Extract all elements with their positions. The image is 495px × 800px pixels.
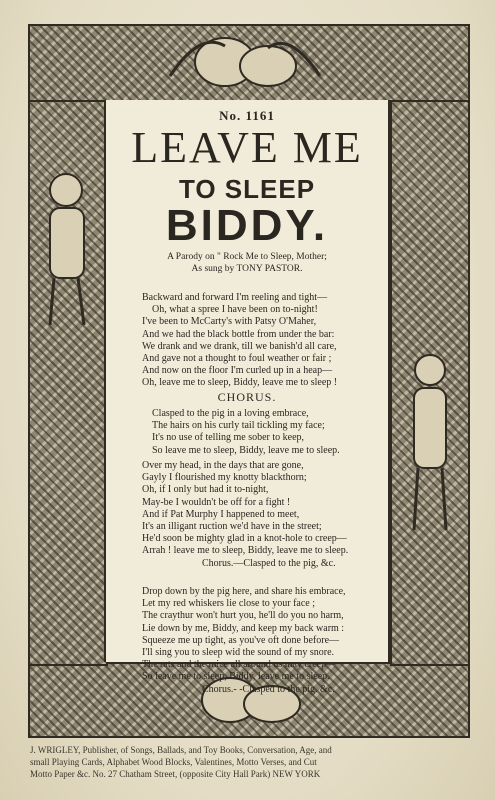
chorus-line: Clasped to the pig in a loving embrace,	[152, 408, 309, 419]
verse-line: Drop down by the pig here, and share his embrace,	[142, 586, 346, 597]
chorus-line: So leave me to sleep, Biddy, leave me to sleep.	[152, 444, 340, 456]
verse-line: Over my head, in the days that are gone,	[142, 460, 304, 471]
chorus-line: The hairs on his curly tail tickling my face;	[152, 420, 325, 432]
imprint-line: J. WRIGLEY, Publisher, of Songs, Ballads, and Toy Books, Conversation, Age, and	[30, 745, 332, 755]
figure-right-illustration	[394, 340, 464, 540]
verse-line: And gave not a thought to foul weather or fair ;	[142, 353, 332, 365]
verse-line: I've been to McCarty's with Patsy O'Maher,	[142, 316, 317, 328]
imprint-line: small Playing Cards, Alphabet Wood Blocks, Valentines, Motto Verses, and Cut	[30, 757, 317, 767]
verse-2	[142, 460, 392, 570]
chorus-heading: CHORUS.	[217, 390, 277, 404]
verse-line: Let my red whiskers lie close to your face ;	[142, 598, 315, 610]
verse-line: Lie down by me, Biddy, and keep my back warm :	[142, 622, 345, 634]
imprint-line: Motto Paper &c. No. 27 Chatham Street, (opposite City Hall Park) NEW YORK	[30, 769, 321, 779]
verse-line: May-be I wouldn't be off for a fight !	[142, 496, 291, 508]
title-line-3: BIDDY.	[165, 201, 329, 250]
title-line-2: TO SLEEP	[178, 174, 316, 204]
chorus-reference: Chorus.- -Clasped to the pig. &c.	[202, 683, 335, 695]
verse-line: The craythur won't hurt you, he'll do you no harm,	[142, 610, 344, 622]
verse-line: And now on the floor I'm curled up in a heap—	[142, 365, 333, 377]
subtitle-line-2: As sung by TONY PASTOR.	[191, 264, 303, 274]
verse-line: And we had the black bottle from under the bar:	[142, 328, 335, 340]
verse-line: Squeeze me up tight, as you've oft done before—	[142, 634, 340, 646]
song-number: No. 1161	[219, 108, 275, 123]
verse-line: Arrah ! leave me to sleep, Biddy, leave me to sleep.	[142, 545, 349, 557]
verse-line: The rats and the mice all around us may creep—	[142, 659, 337, 671]
chorus	[142, 408, 392, 457]
publisher-imprint	[30, 744, 470, 780]
verse-line: Oh, leave me to sleep, Biddy, leave me to sleep !	[142, 377, 338, 389]
verse-line: Gayly I flourished my knotty blackthorn;	[142, 472, 307, 484]
verse-line: I'll sing you to sleep wid the sound of my snore.	[142, 647, 335, 659]
verse-line: He'd soon be mighty glad in a knot-hole to creep—	[142, 533, 347, 545]
cherub-figures-top-illustration	[150, 26, 340, 98]
title-line-1: LEAVE ME	[131, 123, 363, 172]
verse-line: Backward and forward I'm reeling and tight—	[142, 292, 328, 303]
chorus-reference: Chorus.—Clasped to the pig, &c.	[202, 557, 336, 569]
subtitle	[106, 251, 388, 275]
chorus-line: It's no use of telling me sober to keep,	[152, 432, 305, 444]
verse-line: We drank and we drank, till we banish'd all care,	[142, 340, 337, 352]
subtitle-line-1: A Parody on " Rock Me to Sleep, Mother;	[167, 252, 327, 262]
figure-left-illustration	[32, 160, 102, 330]
verse-line: It's an illigant ruction we'd have in the street;	[142, 521, 322, 533]
verse-3	[142, 586, 392, 696]
verse-line: So leave me to sleep, Biddy, leave me to sleep.	[142, 671, 330, 683]
verse-1	[142, 292, 392, 390]
verse-line: Oh, what a spree I have been on to-night!	[152, 304, 318, 316]
verse-line: And if Pat Murphy I happened to meet,	[142, 508, 300, 520]
verse-line: Oh, if I only but had it to-night,	[142, 484, 269, 496]
song-text-panel	[104, 100, 390, 695]
